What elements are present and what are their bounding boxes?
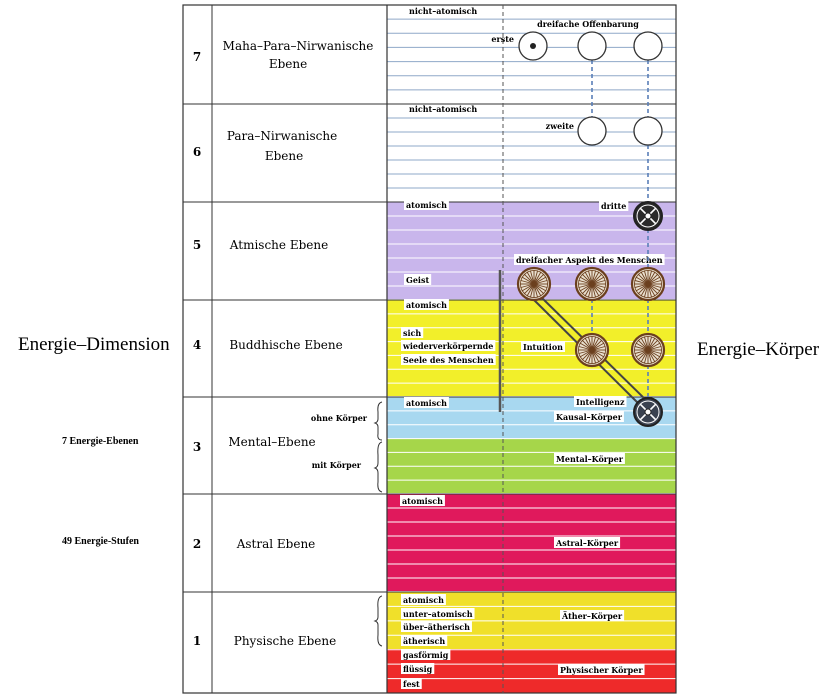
label-p1-aether xyxy=(401,635,447,646)
label-p1-fluessig xyxy=(401,663,434,674)
svg-text:dritte: dritte xyxy=(601,201,627,211)
plane-4-number: 4 xyxy=(192,338,202,352)
label-p1-unter xyxy=(401,608,475,619)
svg-text:Seele des Menschen: Seele des Menschen xyxy=(403,355,494,365)
svg-text:flüssig: flüssig xyxy=(403,664,433,674)
label-p2-top xyxy=(400,495,445,506)
mental-mit-koerper: mit Körper xyxy=(311,460,361,470)
plane-6-name-2: Ebene xyxy=(264,149,304,163)
svg-text:atomisch: atomisch xyxy=(403,595,444,605)
plane-6-number: 6 xyxy=(192,145,202,159)
circle-dritte-6 xyxy=(634,117,662,145)
label-p4-seele3 xyxy=(401,354,496,365)
p6-nicht-atomisch: nicht–atomisch xyxy=(409,104,478,114)
label-p3-top xyxy=(404,397,449,408)
svg-text:ätherisch: ätherisch xyxy=(403,636,446,646)
svg-text:Intuition: Intuition xyxy=(523,342,563,352)
plane-2-name: Astral Ebene xyxy=(236,537,316,551)
svg-text:über–ätherisch: über–ätherisch xyxy=(403,622,470,632)
wheel-geist-icon xyxy=(518,268,550,300)
svg-text:Geist: Geist xyxy=(406,275,430,285)
label-p1-aetherkoerper xyxy=(560,610,624,621)
plane-3-number: 3 xyxy=(192,440,202,454)
svg-text:fest: fest xyxy=(403,679,420,689)
wheel-intuition-icon xyxy=(576,334,608,366)
svg-text:Äther–Körper: Äther–Körper xyxy=(562,611,623,621)
svg-text:gasförmig: gasförmig xyxy=(403,650,449,660)
wheel-aspect-2-icon xyxy=(576,268,608,300)
circle-zweite-7 xyxy=(578,32,606,60)
svg-text:Kausal–Körper: Kausal–Körper xyxy=(556,412,622,422)
plane-7-name: Maha–Para–Nirwanische xyxy=(222,39,374,53)
label-p4-top xyxy=(404,299,449,310)
label-p3-mental xyxy=(554,453,625,464)
wheel-intuition-3-icon xyxy=(632,334,664,366)
label-p4-seele2 xyxy=(401,340,495,351)
plane-6-name: Para–Nirwanische xyxy=(226,129,338,143)
p6-zweite: zweite xyxy=(545,121,574,131)
energie-stufen-label: 49 Energie-Stufen xyxy=(62,536,139,547)
svg-text:atomisch: atomisch xyxy=(406,300,447,310)
label-p4-intuition xyxy=(521,341,565,352)
svg-text:atomisch: atomisch xyxy=(406,398,447,408)
plane-5-name: Atmische Ebene xyxy=(229,238,329,252)
mental-ohne-koerper: ohne Körper xyxy=(310,413,367,423)
plane-1-number: 1 xyxy=(192,634,202,648)
svg-text:wiederverkörpernde: wiederverkörpernde xyxy=(403,341,494,351)
label-p1-fest xyxy=(401,678,422,689)
svg-text:Physischer Körper: Physischer Körper xyxy=(560,665,643,675)
p7-erste: erste xyxy=(491,34,514,44)
plane-4-name: Buddhische Ebene xyxy=(229,338,343,352)
plane-2-fill xyxy=(387,494,676,591)
plane-7-name-2: Ebene xyxy=(268,57,308,71)
label-p3-intelligenz xyxy=(574,396,627,407)
plane-3-name: Mental–Ebene xyxy=(228,435,316,449)
label-p1-ueber xyxy=(401,621,472,632)
label-p3-kausal xyxy=(554,411,624,422)
wheel-aspect-3-icon xyxy=(632,268,664,300)
label-p5-dritte xyxy=(599,200,628,211)
svg-text:atomisch: atomisch xyxy=(406,200,447,210)
brace-ohne-koerper xyxy=(375,402,382,440)
plane-1-name: Physische Ebene xyxy=(233,634,337,648)
dot-erste xyxy=(530,43,536,49)
svg-text:Intelligenz: Intelligenz xyxy=(576,397,625,407)
energie-ebenen-label: 7 Energie-Ebenen xyxy=(62,436,139,447)
energie-koerper-title: Energie–Körper xyxy=(697,339,820,360)
label-p1-physisch xyxy=(558,664,645,675)
p7-nicht-atomisch: nicht–atomisch xyxy=(409,6,478,16)
label-p5-aspekt xyxy=(514,254,665,265)
label-p5-top xyxy=(404,199,449,210)
brace-mit-koerper xyxy=(375,442,382,492)
svg-text:atomisch: atomisch xyxy=(402,496,443,506)
label-p1-gas xyxy=(401,649,450,660)
plane-2-number: 2 xyxy=(192,537,202,551)
svg-text:sich: sich xyxy=(403,328,422,338)
svg-text:Mental–Körper: Mental–Körper xyxy=(556,454,623,464)
energie-dimension-title: Energie–Dimension xyxy=(18,334,170,355)
circle-zweite-6 xyxy=(578,117,606,145)
svg-text:dreifacher Aspekt des Menschen: dreifacher Aspekt des Menschen xyxy=(516,255,663,265)
svg-text:unter–atomisch: unter–atomisch xyxy=(403,609,473,619)
label-p1-atomisch xyxy=(401,594,446,605)
label-p4-seele1 xyxy=(401,327,423,338)
label-p5-geist xyxy=(404,274,431,285)
brace-physical xyxy=(375,596,382,646)
label-p2-astral xyxy=(554,537,620,548)
plane-5-number: 5 xyxy=(192,238,202,252)
wheel-intelligenz-icon xyxy=(634,398,662,426)
circle-dritte-7 xyxy=(634,32,662,60)
p7-dreifache-offenbarung: dreifache Offenbarung xyxy=(537,19,639,29)
plane-7-number: 7 xyxy=(192,50,202,64)
svg-text:Astral–Körper: Astral–Körper xyxy=(556,538,619,548)
wheel-dritte-icon xyxy=(634,202,662,230)
